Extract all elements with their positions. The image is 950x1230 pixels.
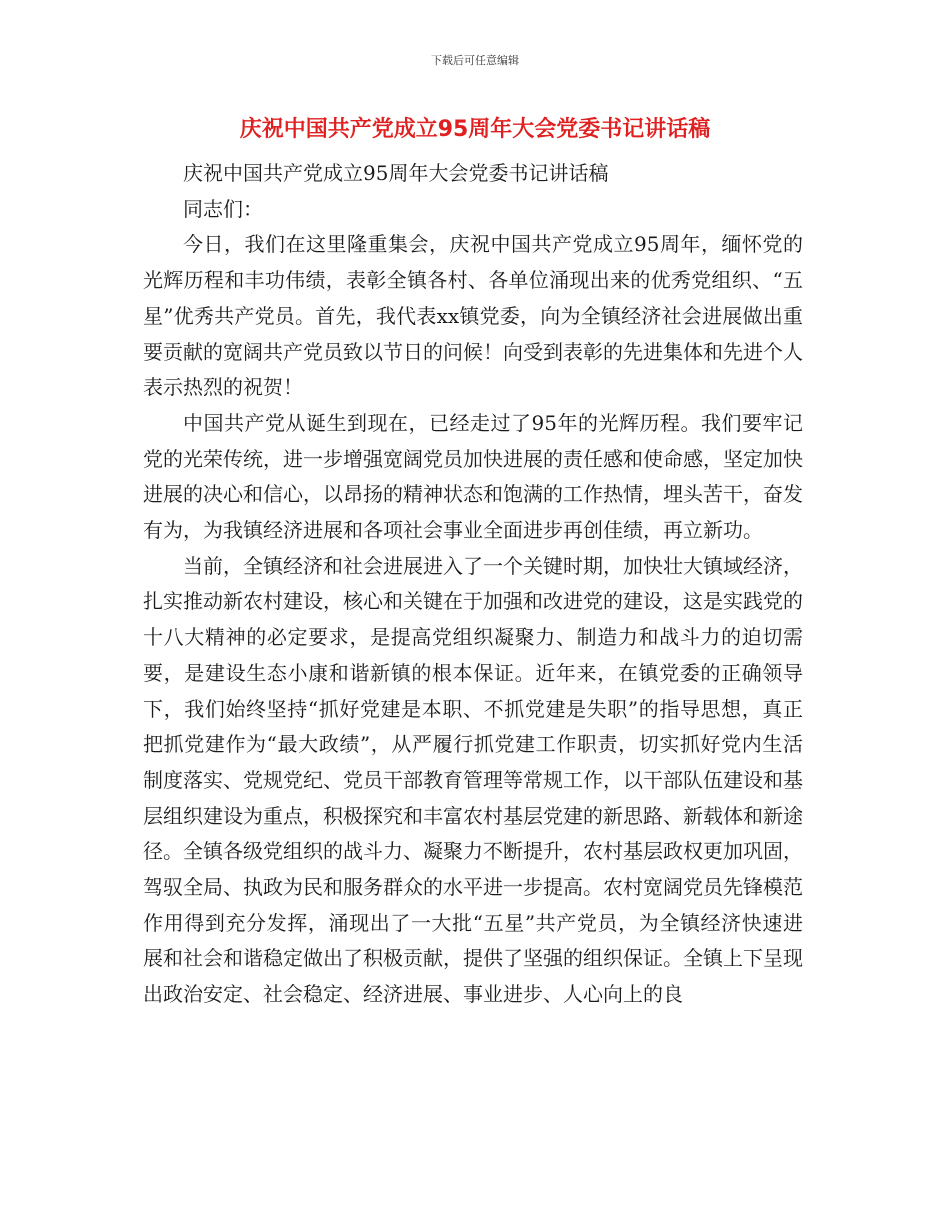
salutation: 同志们： xyxy=(183,196,263,221)
paragraph: 当前，全镇经济和社会进展进入了一个关键时期，加快壮大镇域经济，扎实推动新农村建设，核心和关键在于加强和改进党的建设，这是实践党的十八大精神的必定要求，是提高党组织凝聚力、制造力和战斗力的迫切需要，是建设生态小康和谐新镇的根本保证。近年来，在镇党委的正确领导下，我们始终坚持“抓好党建是本职、不抓党建是失职”的指导思想，真正把抓党建作为“最大政绩”，从严履行抓党建工作职责，切实抓好党内生活制度落实、党规党纪、党员干部教育管理等常规工作，以干部队伍建设和基层组织建设为重点，积极探究和丰富农村基层党建的新思路、新载体和新途径。全镇各级党组织的战斗力、凝聚力不断提升，农村基层政权更加巩固，驾驭全局、执政为民和服务群众的水平进一步提高。农村宽阔党员先锋模范作用得到充分发挥，涌现出了一大批“五星”共产党员，为全镇经济快速进展和社会和谐稳定做出了积极贡献，提供了坚强的组织保证。全镇上下呈现出政治安定、社会稳定、经济进展、事业进步、人心向上的良 xyxy=(143,553,803,1007)
header-note: 下载后可任意编辑 xyxy=(431,54,519,67)
document-body xyxy=(143,156,803,1013)
paragraph: 今日，我们在这里隆重集会，庆祝中国共产党成立95周年，缅怀党的光辉历程和丰功伟绩，表彰全镇各村、各单位涌现出来的优秀党组织、“五星”优秀共产党员。首先，我代表xx镇党委，向为全镇经济社会进展做出重要贡献的宽阔共产党员致以节日的问候！向受到表彰的先进集体和先进个人表示热烈的祝贺！ xyxy=(143,232,803,400)
paragraph: 中国共产党从诞生到现在，已经走过了95年的光辉历程。我们要牢记党的光荣传统，进一步增强宽阔党员加快进展的责任感和使命感，坚定加快进展的决心和信心，以昂扬的精神状态和饱满的工作热情，埋头苦干，奋发有为，为我镇经济进展和各项社会事业全面进步再创佳绩，再立新功。 xyxy=(143,410,803,543)
document-title: 庆祝中国共产党成立95周年大会党委书记讲话稿 xyxy=(239,117,711,142)
subtitle-line: 庆祝中国共产党成立95周年大会党委书记讲话稿 xyxy=(183,161,609,185)
